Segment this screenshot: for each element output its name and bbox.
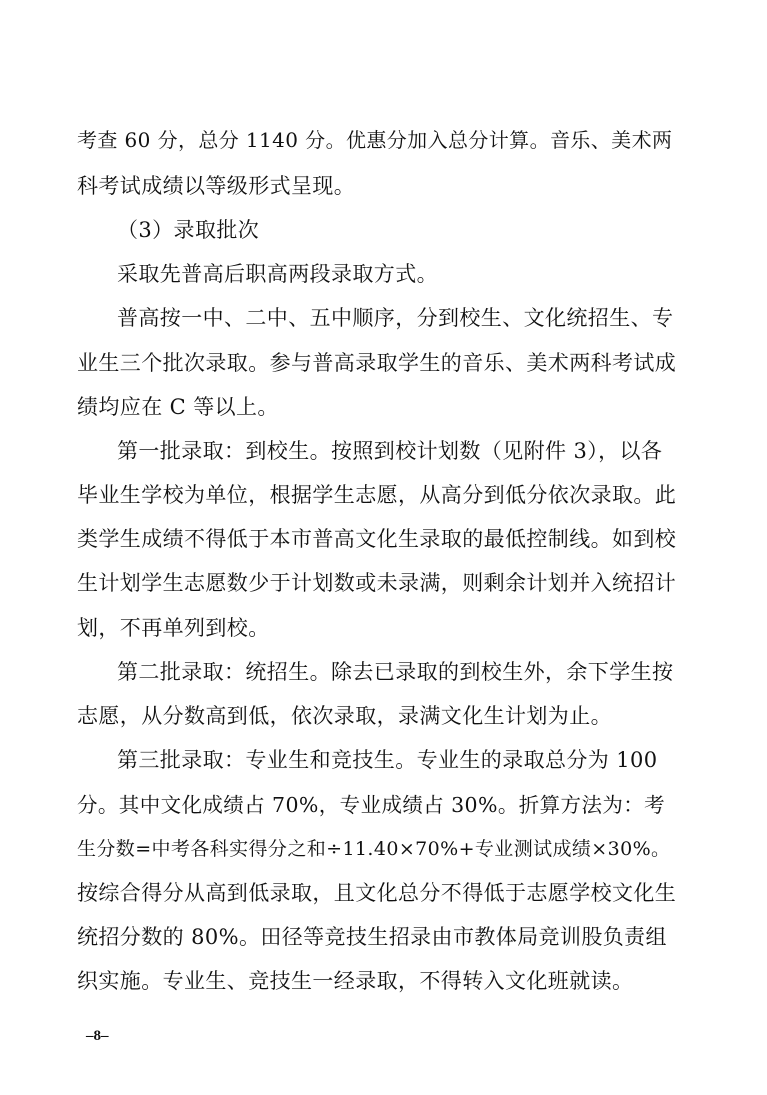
paragraph-line: 织实施。专业生、竞技生一经录取，不得转入文化班就读。 [77, 969, 634, 993]
paragraph-line: 分。其中文化成绩占 70%，专业成绩占 30%。折算方法为：考 [77, 793, 666, 817]
paragraph-line: 志愿，从分数高到低，依次录取，录满文化生计划为止。 [77, 704, 612, 728]
paragraph-line: 第三批录取：专业生和竞技生。专业生的录取总分为 100 [117, 748, 658, 772]
paragraph-line: 统招分数的 80%。田径等竞技生招录由市教体局竞训股负责组 [77, 925, 667, 949]
paragraph-line: 绩均应在 C 等以上。 [77, 395, 279, 419]
paragraph-line: 业生三个批次录取。参与普高录取学生的音乐、美术两科考试成 [77, 351, 677, 375]
paragraph-line: 采取先普高后职高两段录取方式。 [117, 262, 438, 286]
paragraph-line: 第一批录取：到校生。按照到校计划数（见附件 3），以各 [117, 439, 663, 463]
section-heading: （3）录取批次 [117, 218, 260, 242]
paragraph-line: 第二批录取：统招生。除去已录取的到校生外，余下学生按 [117, 660, 674, 684]
paragraph-line: 毕业生学校为单位，根据学生志愿，从高分到低分依次录取。此 [77, 483, 677, 507]
paragraph-line: 普高按一中、二中、五中顺序，分到校生、文化统招生、专 [117, 306, 674, 330]
paragraph-line: 划，不再单列到校。 [77, 616, 270, 640]
page-number: –8– [86, 1028, 109, 1044]
paragraph-line: 科考试成绩以等级形式呈现。 [77, 174, 356, 198]
paragraph-line: 生计划学生志愿数少于计划数或未录满，则剩余计划并入统招计 [77, 571, 677, 595]
paragraph-line: 按综合得分从高到低录取，且文化总分不得低于志愿学校文化生 [77, 881, 677, 905]
paragraph-line: 类学生成绩不得低于本市普高文化生录取的最低控制线。如到校 [77, 527, 677, 551]
paragraph-line: 考查 60 分，总分 1140 分。优惠分加入总分计算。音乐、美术两 [77, 128, 673, 152]
paragraph-line: 生分数=中考各科实得分之和÷11.40×70%+专业测试成绩×30%。 [77, 838, 671, 860]
